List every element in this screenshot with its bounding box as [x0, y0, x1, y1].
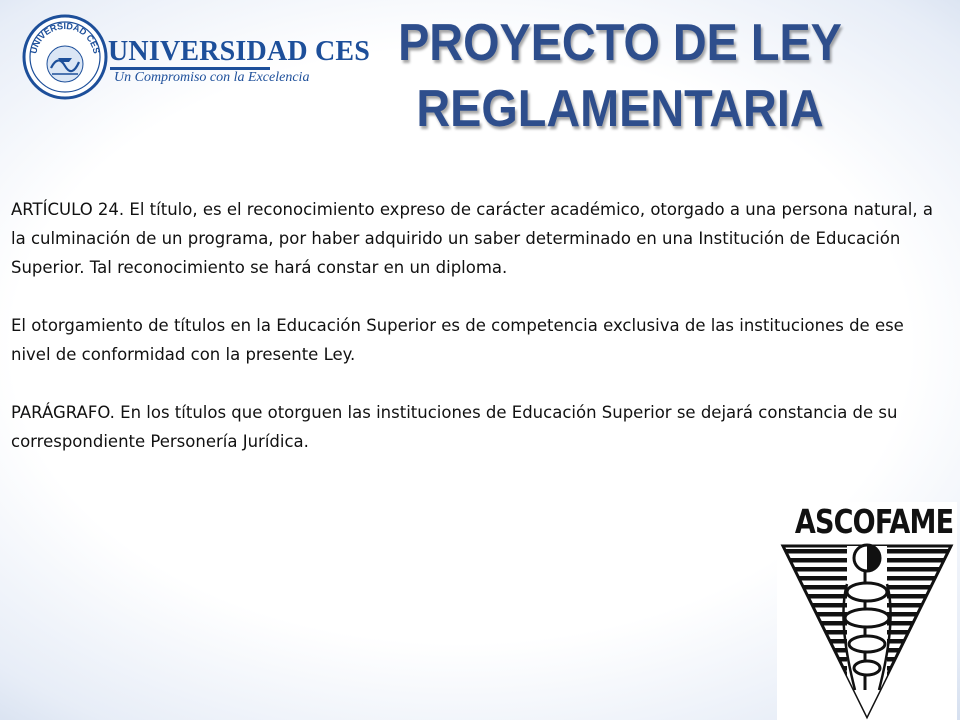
ascofame-name: ASCOFAME — [794, 502, 954, 541]
article-body — [11, 195, 947, 485]
ascofame-emblem-icon — [777, 540, 957, 720]
article-paragraph: ARTÍCULO 24. El título, es el reconocimiento expreso de carácter académico, otorgado a una persona natural, a la culminación de un programa, por haber adquirido un saber determinado en una Institución de Educación Superior. Tal reconocimiento se hará constar en un diploma. — [11, 200, 933, 277]
universidad-ces-logo — [22, 14, 371, 100]
ces-tagline: Un Compromiso con la Excelencia — [114, 70, 310, 85]
svg-text:UNIVERSIDAD CES: UNIVERSIDAD CES — [28, 20, 102, 55]
ces-name: UNIVERSIDAD CES — [108, 36, 371, 67]
ascofame-logo — [777, 502, 957, 720]
article-paragraph: El otorgamiento de títulos en la Educación Superior es de competencia exclusiva de las instituciones de ese nivel de conformidad con la presente Ley. — [11, 316, 904, 364]
page-title — [341, 10, 899, 142]
ces-seal-icon — [22, 14, 108, 100]
title-line-1: PROYECTO DE LEY — [398, 14, 842, 72]
title-line-2: REGLAMENTARIA — [416, 80, 824, 138]
article-paragraph: PARÁGRAFO. En los títulos que otorguen las instituciones de Educación Superior se dejará constancia de su correspondiente Personería Jurídica. — [11, 403, 898, 451]
